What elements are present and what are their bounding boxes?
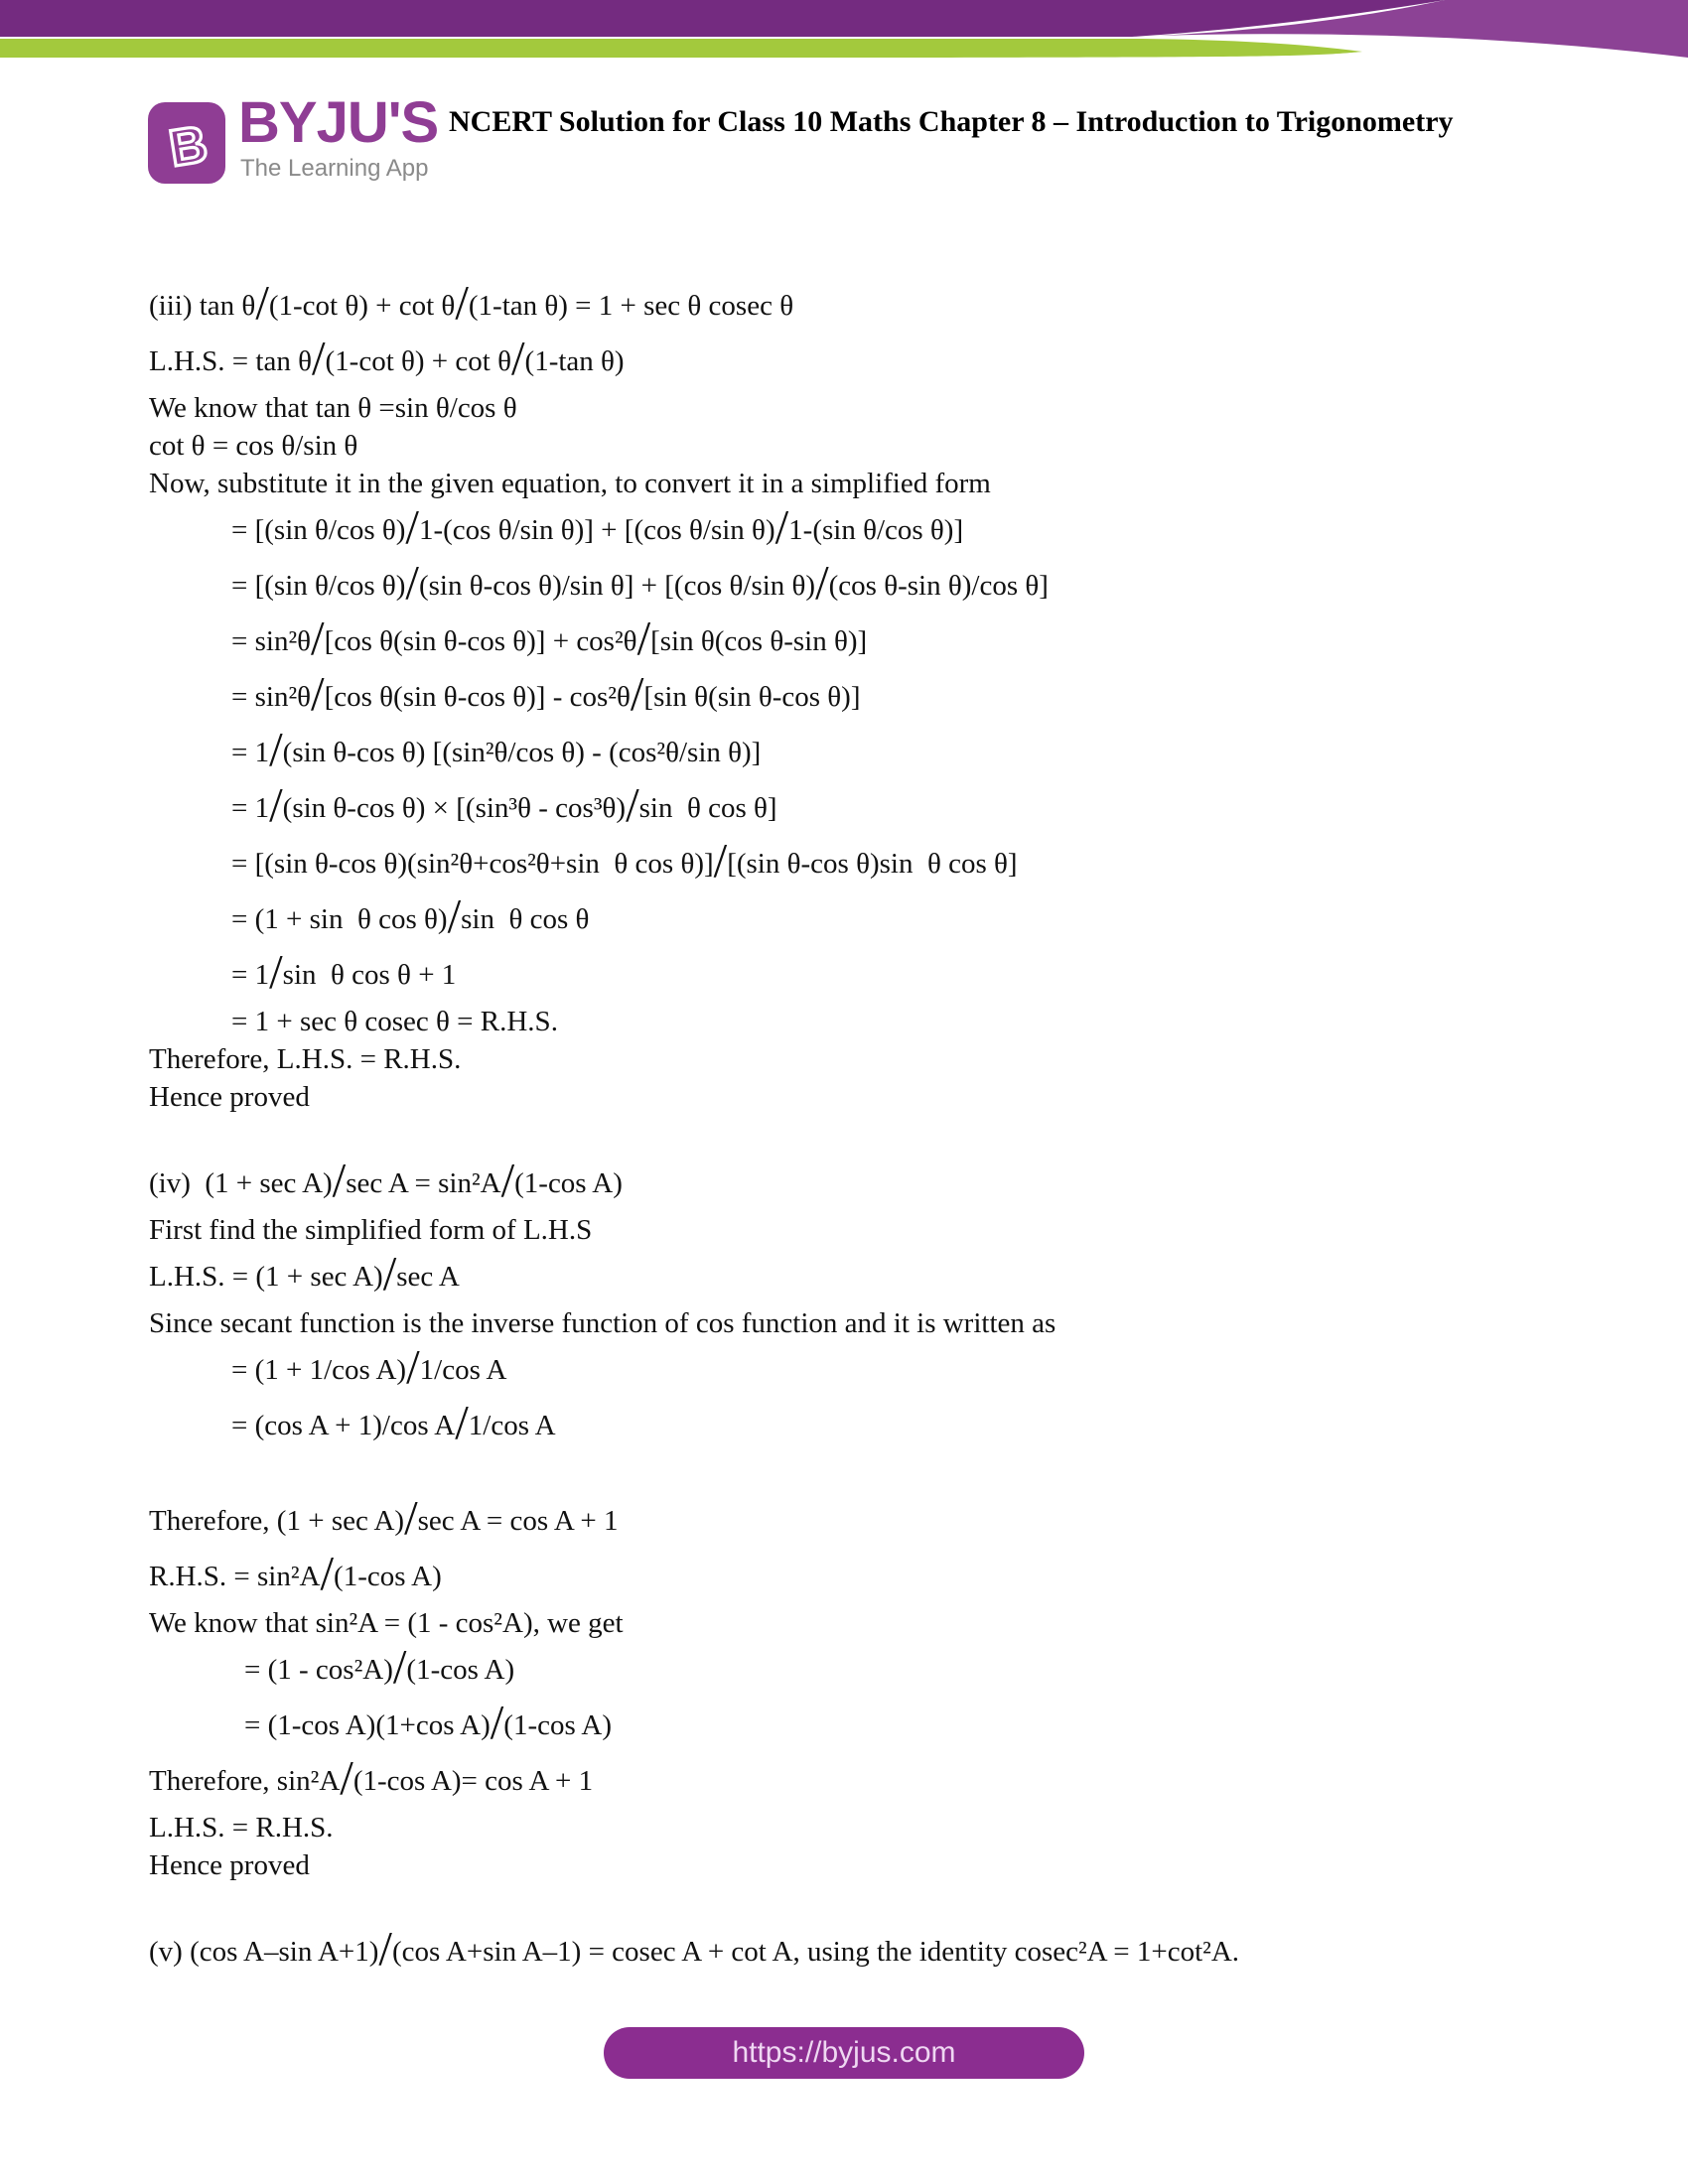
solution-line: We know that tan θ =sin θ/cos θ bbox=[149, 392, 517, 424]
solution-line: (v) (cos A–sin A+1)/(cos A+sin A–1) = cosec A + cot A, using the identity cosec²A = 1+cot²A. bbox=[149, 1922, 1240, 1976]
solution-line: = 1/(sin θ-cos θ) [(sin²θ/cos θ) - (cos²θ/sin θ)] bbox=[231, 723, 762, 776]
solution-line: We know that sin²A = (1 - cos²A), we get bbox=[149, 1607, 624, 1639]
solution-line: Since secant function is the inverse function of cos function and it is written as bbox=[149, 1307, 1056, 1339]
byjus-link-button[interactable]: https://byjus.com bbox=[604, 2027, 1084, 2079]
big-fraction-slash: / bbox=[510, 332, 525, 385]
solution-line: Therefore, (1 + sec A)/sec A = cos A + 1 bbox=[149, 1491, 619, 1545]
solution-line: = [(sin θ/cos θ)/1-(cos θ/sin θ)] + [(cos θ/sin θ)/1-(sin θ/cos θ)] bbox=[231, 500, 964, 554]
big-fraction-slash: / bbox=[713, 834, 728, 887]
solution-line: (iv) (1 + sec A)/sec A = sin²A/(1-cos A) bbox=[149, 1154, 623, 1207]
solution-line: L.H.S. = (1 + sec A)/sec A bbox=[149, 1247, 460, 1300]
big-fraction-slash: / bbox=[490, 1696, 504, 1749]
big-fraction-slash: / bbox=[320, 1547, 335, 1600]
big-fraction-slash: / bbox=[774, 500, 789, 554]
solution-line: = (1 + 1/cos A)/1/cos A bbox=[231, 1340, 507, 1394]
big-fraction-slash: / bbox=[311, 612, 325, 665]
big-fraction-slash: / bbox=[404, 1491, 418, 1545]
solution-line: = (1 + sin θ cos θ)/sin θ cos θ bbox=[231, 889, 590, 943]
solution-line: = 1 + sec θ cosec θ = R.H.S. bbox=[231, 1006, 558, 1037]
big-fraction-slash: / bbox=[455, 276, 469, 330]
big-fraction-slash: / bbox=[500, 1154, 515, 1207]
solution-line: cot θ = cos θ/sin θ bbox=[149, 430, 358, 462]
big-fraction-slash: / bbox=[405, 500, 419, 554]
big-fraction-slash: / bbox=[815, 556, 829, 610]
big-fraction-slash: / bbox=[455, 1396, 469, 1449]
solution-line: = 1/(sin θ-cos θ) × [(sin³θ - cos³θ)/sin θ cos θ] bbox=[231, 778, 777, 832]
solution-line: = (1 - cos²A)/(1-cos A) bbox=[244, 1640, 515, 1694]
solution-line: L.H.S. = R.H.S. bbox=[149, 1812, 334, 1843]
big-fraction-slash: / bbox=[630, 667, 644, 721]
big-fraction-slash: / bbox=[255, 276, 269, 330]
big-fraction-slash: / bbox=[626, 778, 639, 832]
solution-line: L.H.S. = tan θ/(1-cot θ) + cot θ/(1-tan θ) bbox=[149, 332, 625, 385]
big-fraction-slash: / bbox=[269, 945, 283, 999]
solution-line: Therefore, L.H.S. = R.H.S. bbox=[149, 1043, 462, 1075]
big-fraction-slash: / bbox=[269, 723, 283, 776]
big-fraction-slash: / bbox=[269, 778, 283, 832]
solution-line: First find the simplified form of L.H.S bbox=[149, 1214, 593, 1246]
solution-line: Now, substitute it in the given equation, to convert it in a simplified form bbox=[149, 468, 991, 499]
big-fraction-slash: / bbox=[406, 1340, 420, 1394]
byjus-wordmark: BYJU'S bbox=[238, 90, 439, 155]
solution-line: = [(sin θ-cos θ)(sin²θ+cos²θ+sin θ cos θ)]/[(sin θ-cos θ)sin θ cos θ] bbox=[231, 834, 1018, 887]
big-fraction-slash: / bbox=[311, 332, 326, 385]
solution-line: = 1/sin θ cos θ + 1 bbox=[231, 945, 457, 999]
solution-line: = [(sin θ/cos θ)/(sin θ-cos θ)/sin θ] + [(cos θ/sin θ)/(cos θ-sin θ)/cos θ] bbox=[231, 556, 1049, 610]
page-title: NCERT Solution for Class 10 Maths Chapter 8 – Introduction to Trigonometry bbox=[449, 105, 1454, 138]
footer bbox=[0, 2027, 1688, 2079]
solution-lines bbox=[0, 278, 1688, 1979]
big-fraction-slash: / bbox=[332, 1154, 347, 1207]
solution-line: = (1-cos A)(1+cos A)/(1-cos A) bbox=[244, 1696, 613, 1749]
big-fraction-slash: / bbox=[382, 1247, 397, 1300]
solution-line: Therefore, sin²A/(1-cos A)= cos A + 1 bbox=[149, 1751, 594, 1805]
big-fraction-slash: / bbox=[311, 667, 325, 721]
big-fraction-slash: / bbox=[378, 1922, 392, 1976]
solution-line: Hence proved bbox=[149, 1081, 310, 1113]
solution-line: = sin²θ/[cos θ(sin θ-cos θ)] + cos²θ/[sin θ(cos θ-sin θ)] bbox=[231, 612, 868, 665]
byjus-tagline: The Learning App bbox=[240, 155, 429, 182]
solution-line: R.H.S. = sin²A/(1-cos A) bbox=[149, 1547, 442, 1600]
big-fraction-slash: / bbox=[340, 1751, 353, 1805]
solution-line: Hence proved bbox=[149, 1849, 310, 1881]
big-fraction-slash: / bbox=[405, 556, 419, 610]
solution-line: = sin²θ/[cos θ(sin θ-cos θ)] - cos²θ/[sin θ(sin θ-cos θ)] bbox=[231, 667, 861, 721]
solution-line: (iii) tan θ/(1-cot θ) + cot θ/(1-tan θ) = 1 + sec θ cosec θ bbox=[149, 276, 794, 330]
svg-text:B: B bbox=[165, 115, 211, 179]
big-fraction-slash: / bbox=[392, 1640, 407, 1694]
solution-line: = (cos A + 1)/cos A/1/cos A bbox=[231, 1396, 556, 1449]
big-fraction-slash: / bbox=[447, 889, 462, 943]
big-fraction-slash: / bbox=[636, 612, 651, 665]
